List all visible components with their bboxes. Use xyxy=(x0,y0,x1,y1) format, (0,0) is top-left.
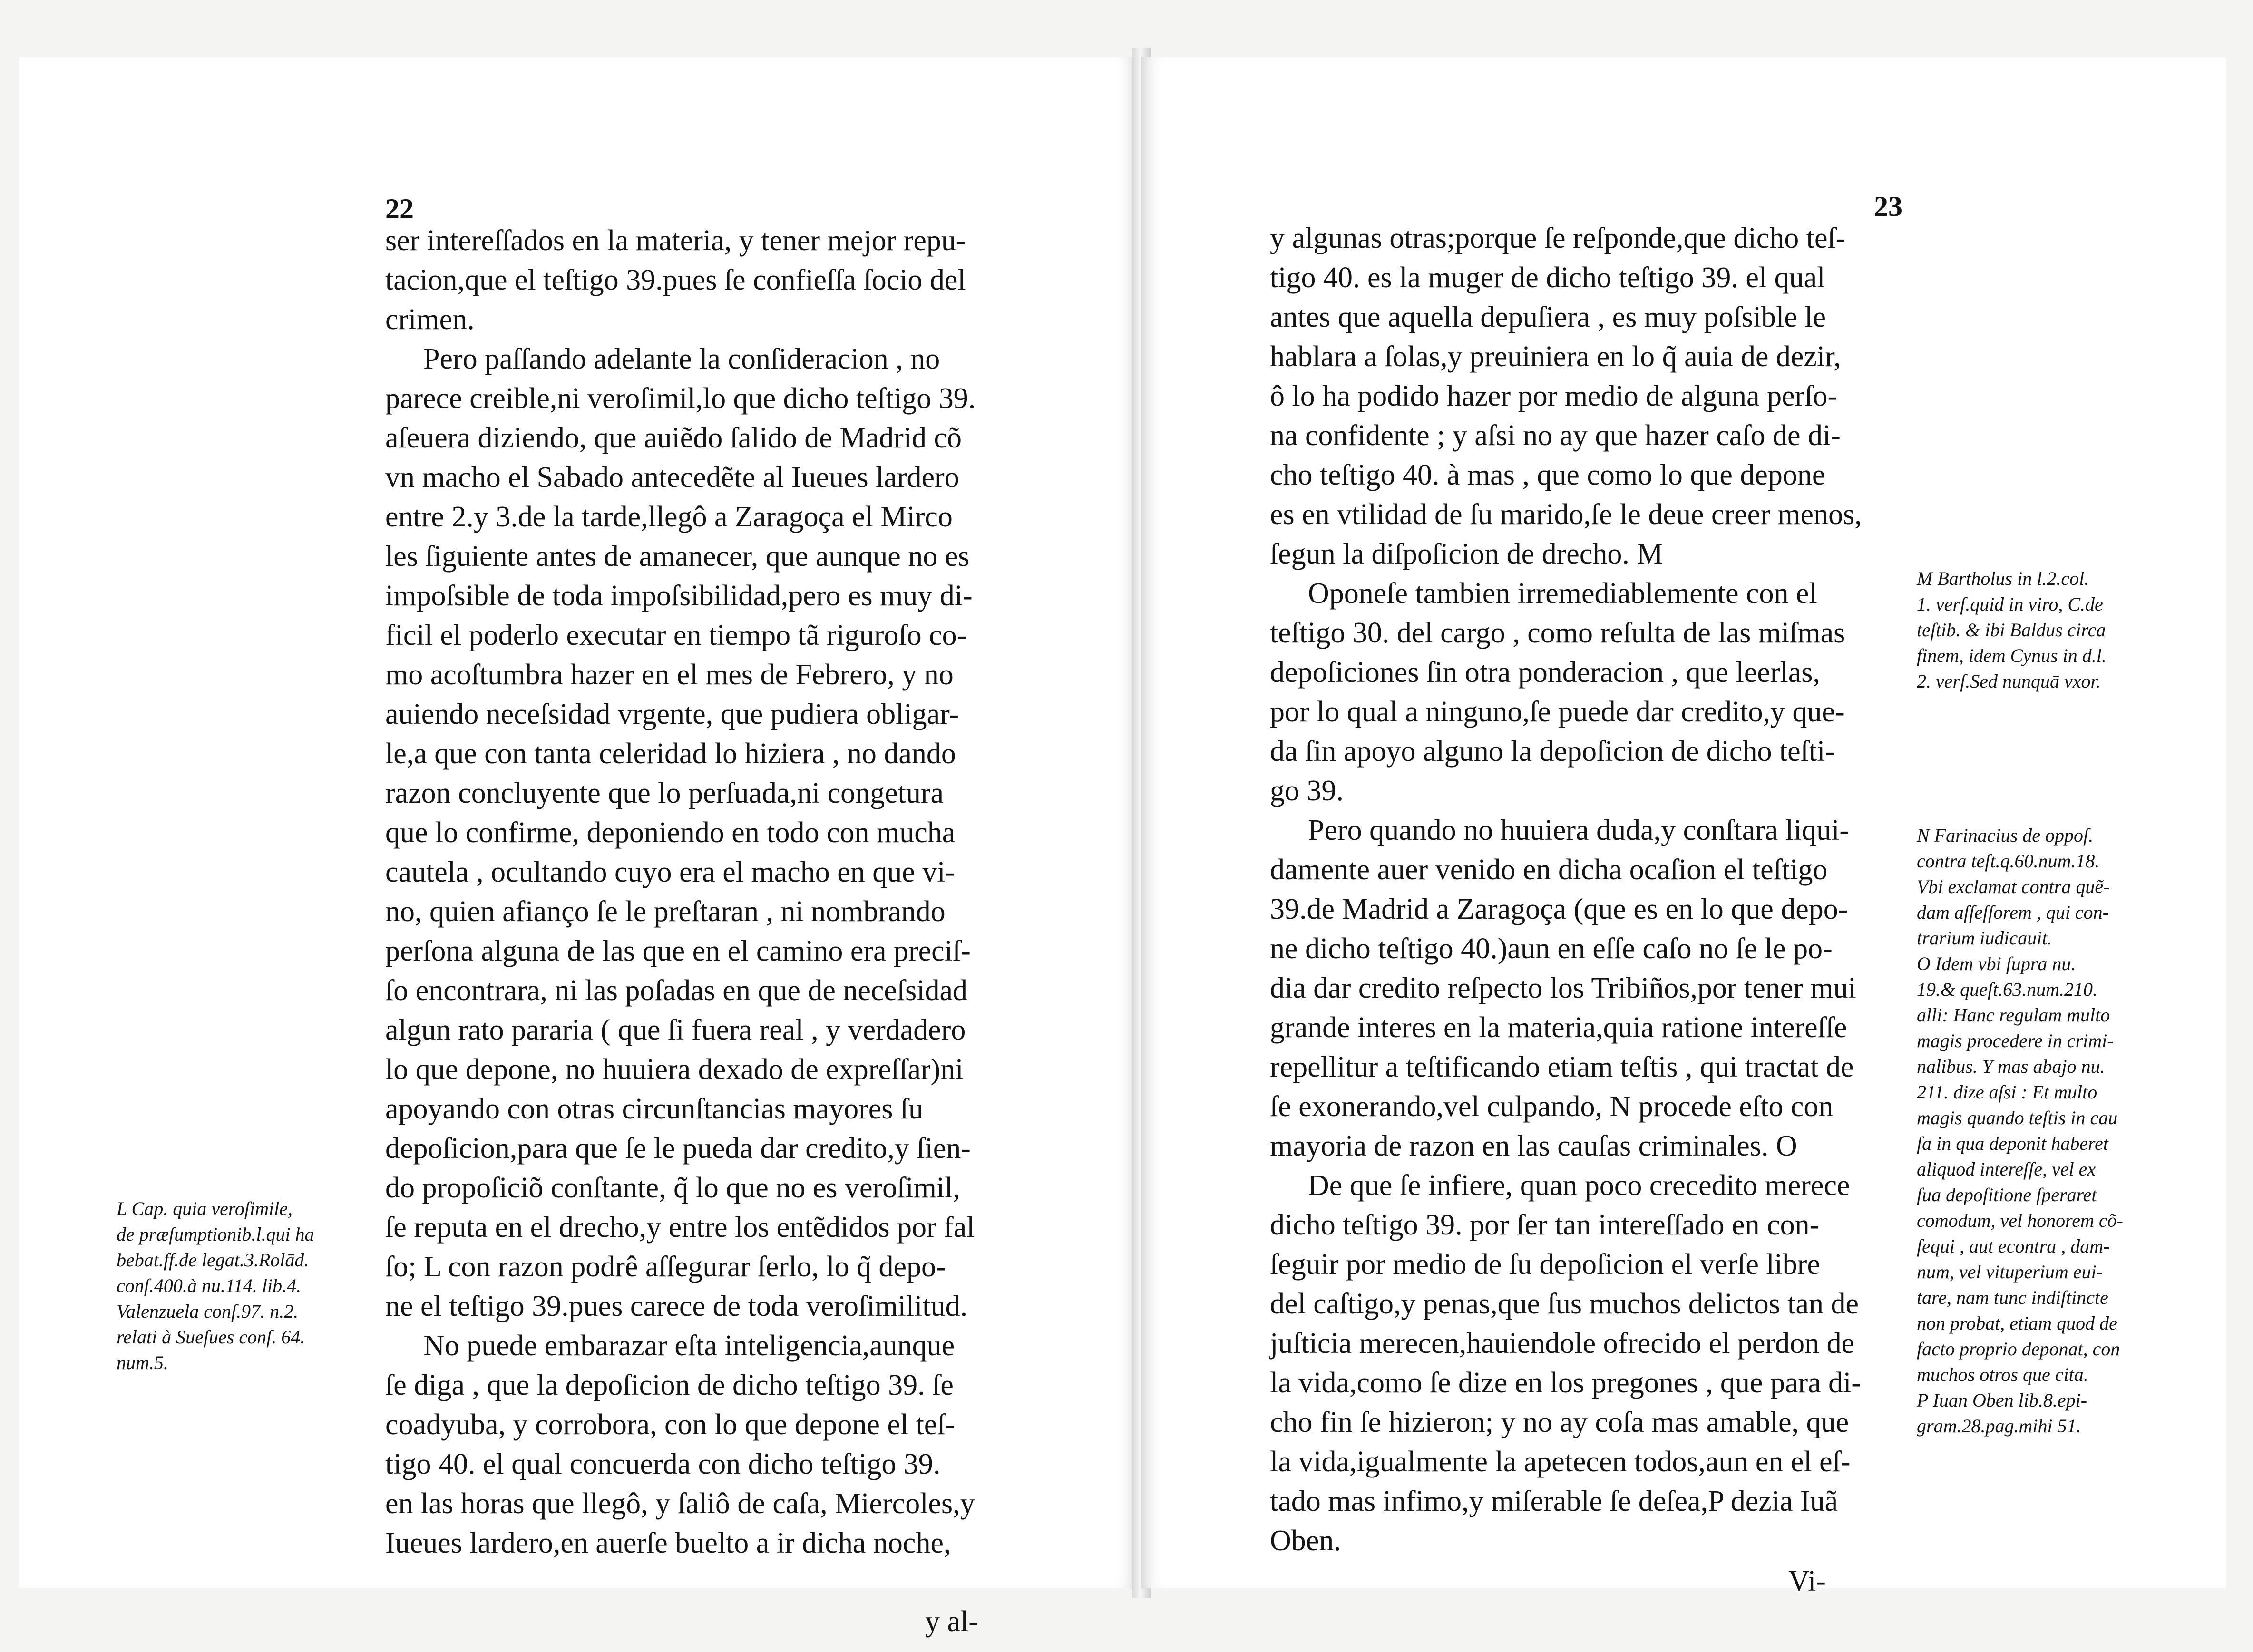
text-line: y algunas otras;porque ſe reſponde,que dicho teſ- xyxy=(1270,222,1846,254)
marginal-note-line: ſa in qua deponit haberet xyxy=(1917,1133,2108,1154)
marginal-note-line xyxy=(1917,720,2212,746)
marginal-note-line: facto proprio deponat, con xyxy=(1917,1338,2120,1360)
text-line: lo que depone, no huuiera dexado de expreſſar)ni xyxy=(385,1053,964,1086)
right-page xyxy=(1141,57,2226,1597)
marginal-note-line: O Idem vbi ſupra nu. xyxy=(1917,953,2076,974)
marginal-note-line: contra teſt.q.60.num.18. xyxy=(1917,850,2100,872)
text-line: go 39. xyxy=(1270,775,1344,807)
text-line: De que ſe infiere, quan poco crecedito merece xyxy=(1308,1169,1850,1202)
text-line: tigo 40. es la muger de dicho teſtigo 39. el qual xyxy=(1270,262,1825,294)
text-line: dia dar credito reſpecto los Tribiños,por tener mui xyxy=(1270,972,1856,1004)
marginal-note-line: finem, idem Cynus in d.l. xyxy=(1917,645,2107,666)
text-line: le,a que con tanta celeridad lo hiziera , no dando xyxy=(385,738,956,770)
text-line: que lo confirme, deponiendo en todo con mucha xyxy=(385,816,956,849)
marginal-note-line: N Farinacius de oppoſ. xyxy=(1917,825,2094,846)
marginal-notes xyxy=(1917,566,2212,1439)
text-line: ſegun la diſpoſicion de drecho. M xyxy=(1270,538,1663,570)
text-line: parece creible,ni veroſimil,lo que dicho teſtigo 39. xyxy=(385,382,976,415)
marginal-note-line: aliquod intereſſe, vel ex xyxy=(1917,1158,2096,1180)
marginal-note-line: muchos otros que cita. xyxy=(1917,1364,2088,1385)
page-number: 23 xyxy=(1874,191,1902,222)
marginal-note-line: magis quando teſtis in cau xyxy=(1917,1107,2118,1128)
text-line: auiendo neceſsidad vrgente, que pudiera obligar- xyxy=(385,698,959,730)
text-line: es en vtilidad de ſu marido,ſe le deue creer menos, xyxy=(1270,498,1862,531)
left-page xyxy=(19,57,1137,1638)
text-line: cho teſtigo 40. à mas , que como lo que depone xyxy=(1270,459,1825,491)
main-text-column xyxy=(385,221,1070,1563)
marginal-note-line xyxy=(1917,771,2212,797)
text-line: la vida,igualmente la apetecen todos,aun en el eſ- xyxy=(1270,1446,1851,1478)
marginal-note-line: L Cap. quia veroſimile, xyxy=(117,1198,293,1219)
text-line: ſe exonerando,vel culpando, N procede eſto con xyxy=(1270,1090,1834,1123)
marginal-note-line: num.5. xyxy=(117,1352,168,1373)
text-line: entre 2.y 3.de la tarde,llegô a Zaragoça el Mirco xyxy=(385,501,953,533)
text-line: les ſiguiente antes de amanecer, que aunque no es xyxy=(385,540,970,573)
text-line: cautela , ocultando cuyo era el macho en que vi- xyxy=(385,856,956,888)
text-line: por lo qual a ninguno,ſe puede dar credito,y que- xyxy=(1270,696,1845,728)
text-line: ne dicho teſtigo 40.)aun en eſſe caſo no ſe le po- xyxy=(1270,933,1833,965)
text-line: ficil el poderlo executar en tiempo tã riguroſo co- xyxy=(385,619,967,651)
text-line: del caſtigo,y penas,que ſus muchos delictos tan de xyxy=(1270,1288,1859,1320)
text-line: juſticia merecen,hauiendole ofrecido el perdon de xyxy=(1270,1327,1855,1360)
text-line: algun rato pararia ( que ſi fuera real , y verdadero xyxy=(385,1014,966,1046)
text-line: repellitur a teſtificando etiam teſtis , qui tractat de xyxy=(1270,1051,1854,1083)
text-line: ſe reputa en el drecho,y entre los entẽdidos por fal xyxy=(385,1211,975,1244)
marginal-note-line: bebat.ff.de legat.3.Rolād. xyxy=(117,1249,309,1271)
text-line: dicho teſtigo 39. por ſer tan intereſſado en con- xyxy=(1270,1209,1820,1241)
marginal-note-line: non probat, etiam quod de xyxy=(1917,1312,2117,1334)
text-line: ô lo ha podido hazer por medio de alguna perſo- xyxy=(1270,380,1838,412)
text-line: Pero paſſando adelante la conſideracion , no xyxy=(423,343,940,375)
text-line: crimen. xyxy=(385,303,475,336)
marginal-note-line: tare, nam tunc indiſtincte xyxy=(1917,1287,2108,1308)
marginal-note-line: de præſumptionib.l.qui ha xyxy=(117,1224,314,1245)
text-line: vn macho el Sabado antecedẽte al Iueues lardero xyxy=(385,461,959,494)
marginal-note-line: gram.28.pag.mihi 51. xyxy=(1917,1415,2081,1437)
marginal-note-line: P Iuan Oben lib.8.epi- xyxy=(1917,1390,2087,1411)
marginal-note-line: M Bartholus in l.2.col. xyxy=(1917,568,2089,589)
marginal-note-line: Valenzuela conſ.97. n.2. xyxy=(117,1301,299,1322)
marginal-note-line xyxy=(1917,746,2212,771)
text-line: Pero quando no huuiera duda,y conſtara liqui- xyxy=(1308,814,1850,846)
text-line: ſo; L con razon podrê aſſegurar ſerlo, lo q̃ depo- xyxy=(385,1251,946,1283)
marginal-note-line: 19.& queſt.63.num.210. xyxy=(1917,979,2097,1000)
text-line: ne el teſtigo 39.pues carece de toda veroſimilitud. xyxy=(385,1290,968,1322)
text-line: aſeuera diziendo, que auiẽdo ſalido de Madrid cõ xyxy=(385,422,962,454)
marginal-note-line: relati à Sueſues conſ. 64. xyxy=(117,1326,305,1348)
text-line: depoſiciones ſin otra ponderacion , que leerlas, xyxy=(1270,656,1820,689)
text-line: No puede embarazar eſta inteligencia,aunque xyxy=(423,1330,955,1362)
text-line: Iueues lardero,en auerſe buelto a ir dicha noche, xyxy=(385,1527,951,1559)
marginal-note-line: trarium iudicauit. xyxy=(1917,927,2052,949)
marginal-note-line: 2. verſ.Sed nunquā vxor. xyxy=(1917,671,2101,692)
marginal-note-line: nalibus. Y mas abajo nu. xyxy=(1917,1056,2105,1077)
text-line: en las horas que llegô, y ſaliô de caſa, Miercoles,y xyxy=(385,1487,975,1520)
text-line: la vida,como ſe dize en los pregones , que para di- xyxy=(1270,1367,1861,1399)
text-line: ser intereſſados en la materia, y tener mejor repu- xyxy=(385,224,966,257)
main-text-column xyxy=(1270,219,1945,1561)
text-line: apoyando con otras circunſtancias mayores ſu xyxy=(385,1093,924,1125)
catchword: y al- xyxy=(925,1605,978,1638)
marginal-note-line: ſua depoſitione ſperaret xyxy=(1917,1184,2097,1205)
marginal-note-line xyxy=(1917,797,2212,823)
text-line: perſona alguna de las que en el camino era preciſ- xyxy=(385,935,971,967)
text-line: razon concluyente que lo perſuada,ni congetura xyxy=(385,777,944,809)
marginal-note-line: conſ.400.à nu.114. lib.4. xyxy=(117,1275,302,1296)
marginal-note-line: comodum, vel honorem cõ- xyxy=(1917,1210,2123,1231)
catchword: Vi- xyxy=(1788,1565,1826,1597)
text-line: na confidente ; y aſsi no ay que hazer caſo de di- xyxy=(1270,419,1841,452)
text-line: teſtigo 30. del cargo , como reſulta de las miſmas xyxy=(1270,617,1845,649)
text-line: Oponeſe tambien irremediablemente con el xyxy=(1308,577,1817,610)
marginal-note-line: 211. dize aſsi : Et multo xyxy=(1917,1081,2097,1103)
marginal-notes xyxy=(117,1196,397,1376)
text-line: antes que aquella depuſiera , es muy poſsible le xyxy=(1270,301,1826,333)
text-line: ſe diga , que la depoſicion de dicho teſtigo 39. ſe xyxy=(385,1369,954,1401)
text-line: 39.de Madrid a Zaragoça (que es en lo que depo- xyxy=(1270,893,1848,925)
text-line: tigo 40. el qual concuerda con dicho teſtigo 39. xyxy=(385,1448,941,1480)
marginal-note-line: ſequi , aut econtra , dam- xyxy=(1917,1235,2110,1257)
text-line: Oben. xyxy=(1270,1525,1341,1557)
marginal-note-line: num, vel vituperium eui- xyxy=(1917,1261,2103,1283)
marginal-note-line xyxy=(1917,694,2212,720)
marginal-note-line: Vbi exclamat contra quẽ- xyxy=(1917,876,2110,897)
marginal-note-line: dam aſſeſſorem , qui con- xyxy=(1917,902,2109,923)
text-line: tacion,que el teſtigo 39.pues ſe confieſſa ſocio del xyxy=(385,264,966,296)
text-line: do propoſiciõ conſtante, q̃ lo que no es veroſimil, xyxy=(385,1172,960,1204)
marginal-note-line: magis procedere in crimi- xyxy=(1917,1030,2114,1051)
text-line: coadyuba, y corrobora, con lo que depone el teſ- xyxy=(385,1409,956,1441)
text-line: hablara a ſolas,y preuiniera en lo q̃ auia de dezir, xyxy=(1270,340,1841,373)
text-line: mayoria de razon en las cauſas criminales. O xyxy=(1270,1130,1797,1162)
marginal-note-line: teſtib. & ibi Baldus circa xyxy=(1917,619,2106,641)
text-line: ſeguir por medio de ſu depoſicion el verſe libre xyxy=(1270,1248,1820,1281)
text-line: ſo encontrara, ni las poſadas en que de neceſsidad xyxy=(385,974,968,1007)
text-line: depoſicion,para que ſe le pueda dar credito,y ſien- xyxy=(385,1132,971,1165)
marginal-note-line: 1. verſ.quid in viro, C.de xyxy=(1917,593,2103,615)
page-number: 22 xyxy=(385,193,414,224)
text-line: mo acoſtumbra hazer en el mes de Febrero, y no xyxy=(385,659,954,691)
text-line: da ſin apoyo alguno la depoſicion de dicho teſti- xyxy=(1270,735,1835,768)
text-line: impoſsible de toda impoſsibilidad,pero es muy di- xyxy=(385,580,973,612)
text-line: no, quien afianço ſe le preſtaran , ni nombrando xyxy=(385,895,946,928)
text-line: damente auer venido en dicha ocaſion el teſtigo xyxy=(1270,854,1828,886)
text-line: cho fin ſe hizieron; y no ay coſa mas amable, que xyxy=(1270,1406,1849,1438)
text-line: tado mas infimo,y miſerable ſe deſea,P dezia Iuã xyxy=(1270,1485,1838,1517)
marginal-note-line: alli: Hanc regulam multo xyxy=(1917,1004,2110,1026)
text-line: grande interes en la materia,quia ratione intereſſe xyxy=(1270,1011,1847,1044)
